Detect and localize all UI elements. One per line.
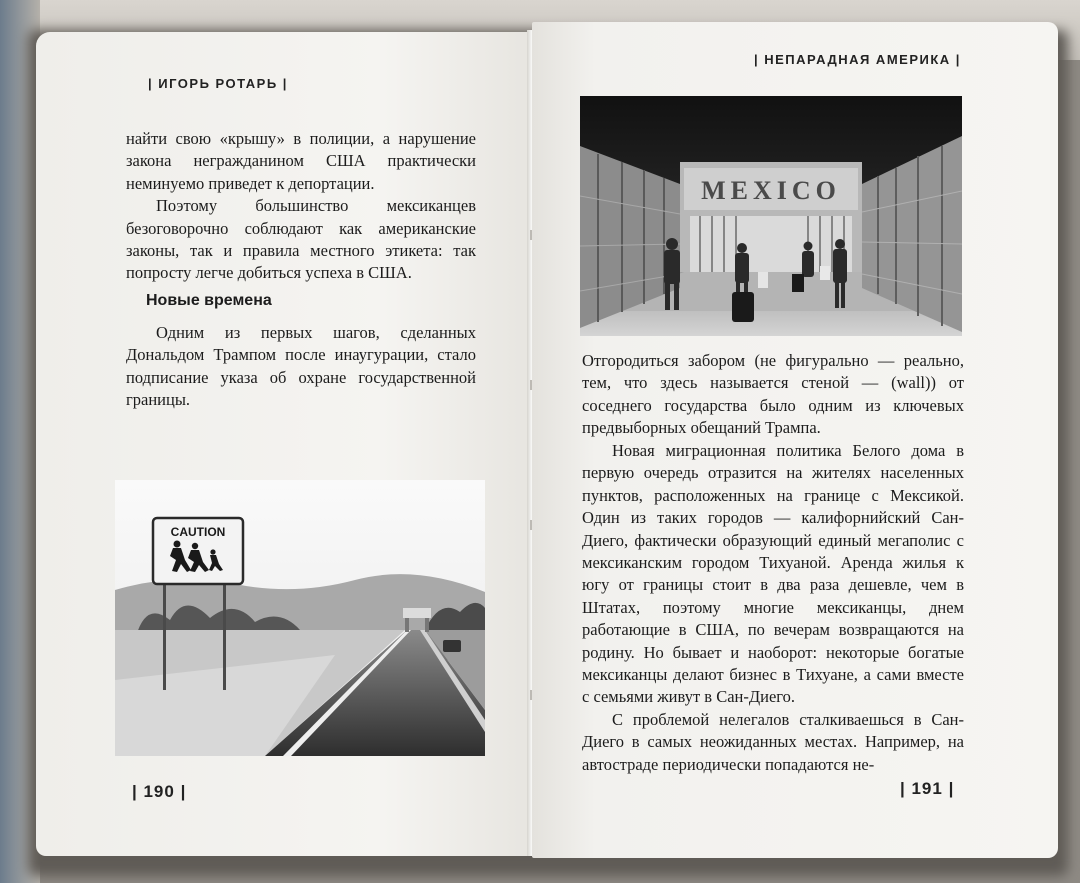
left-running-head: | ИГОРЬ РОТАРЬ |	[148, 76, 288, 91]
paragraph: С проблемой нелегалов сталкиваешься в Сан-Диего в самых неожиданных местах. Например, на автостраде периодически попадаются не-	[582, 709, 964, 774]
caution-sign-text: CAUTION	[170, 525, 226, 539]
mexico-gate-text: MEXICO	[701, 176, 841, 205]
paragraph: Новая миграционная политика Белого дома в первую очередь отразится на жителях населенных пунктов, расположенных на границе с Мексикой. Один из таких городов — калифорнийский Сан-Диего, фактически образующий единый мегаполис с мексиканским городом Тихуаной. Аренда жилья к югу от границы стоит в два раза дешевле, чем в Штатах, поэтому многие мексиканцы, днем работающие в США, по вечерам возвращаются на родину. Но бывает и наоборот: некоторые богатые мексиканцы делают бизнес в Тихуане, а сами вместе с семьями живут в Сан-Диего.	[582, 441, 964, 707]
paragraph: Поэтому большинство мексиканцев безоговорочно соблюдают как американские законы, так и правила местного этикета: так попросту легче добиться успеха в США.	[126, 196, 476, 283]
left-page	[36, 32, 532, 856]
caution-sign-photo	[115, 480, 485, 756]
left-page-number: | 190 |	[132, 782, 187, 801]
paragraph: Одним из первых шагов, сделанных Дональдом Трампом после инаугурации, стало подписание указа об охране государственной границы.	[126, 323, 476, 410]
paragraph: найти свою «крышу» в полиции, а нарушение закона негражданином США практически неминуемо приведет к депортации.	[126, 129, 476, 193]
right-page-number: | 191 |	[900, 779, 955, 798]
caption: Отгородиться забором (не фигурально — реально, тем, что здесь называется стеной — (wall)) от соседнего государства было одним из ключевых предвыборных обещаний Трампа.	[582, 351, 964, 438]
left-body-text	[126, 128, 476, 285]
right-page	[532, 22, 1058, 858]
border-gate-photo	[580, 96, 962, 336]
right-body-text	[582, 440, 964, 776]
photo-caption	[582, 350, 964, 440]
section-text	[126, 322, 476, 412]
section-title: Новые времена	[146, 292, 272, 309]
right-running-head: | НЕПАРАДНАЯ АМЕРИКА |	[754, 52, 961, 67]
